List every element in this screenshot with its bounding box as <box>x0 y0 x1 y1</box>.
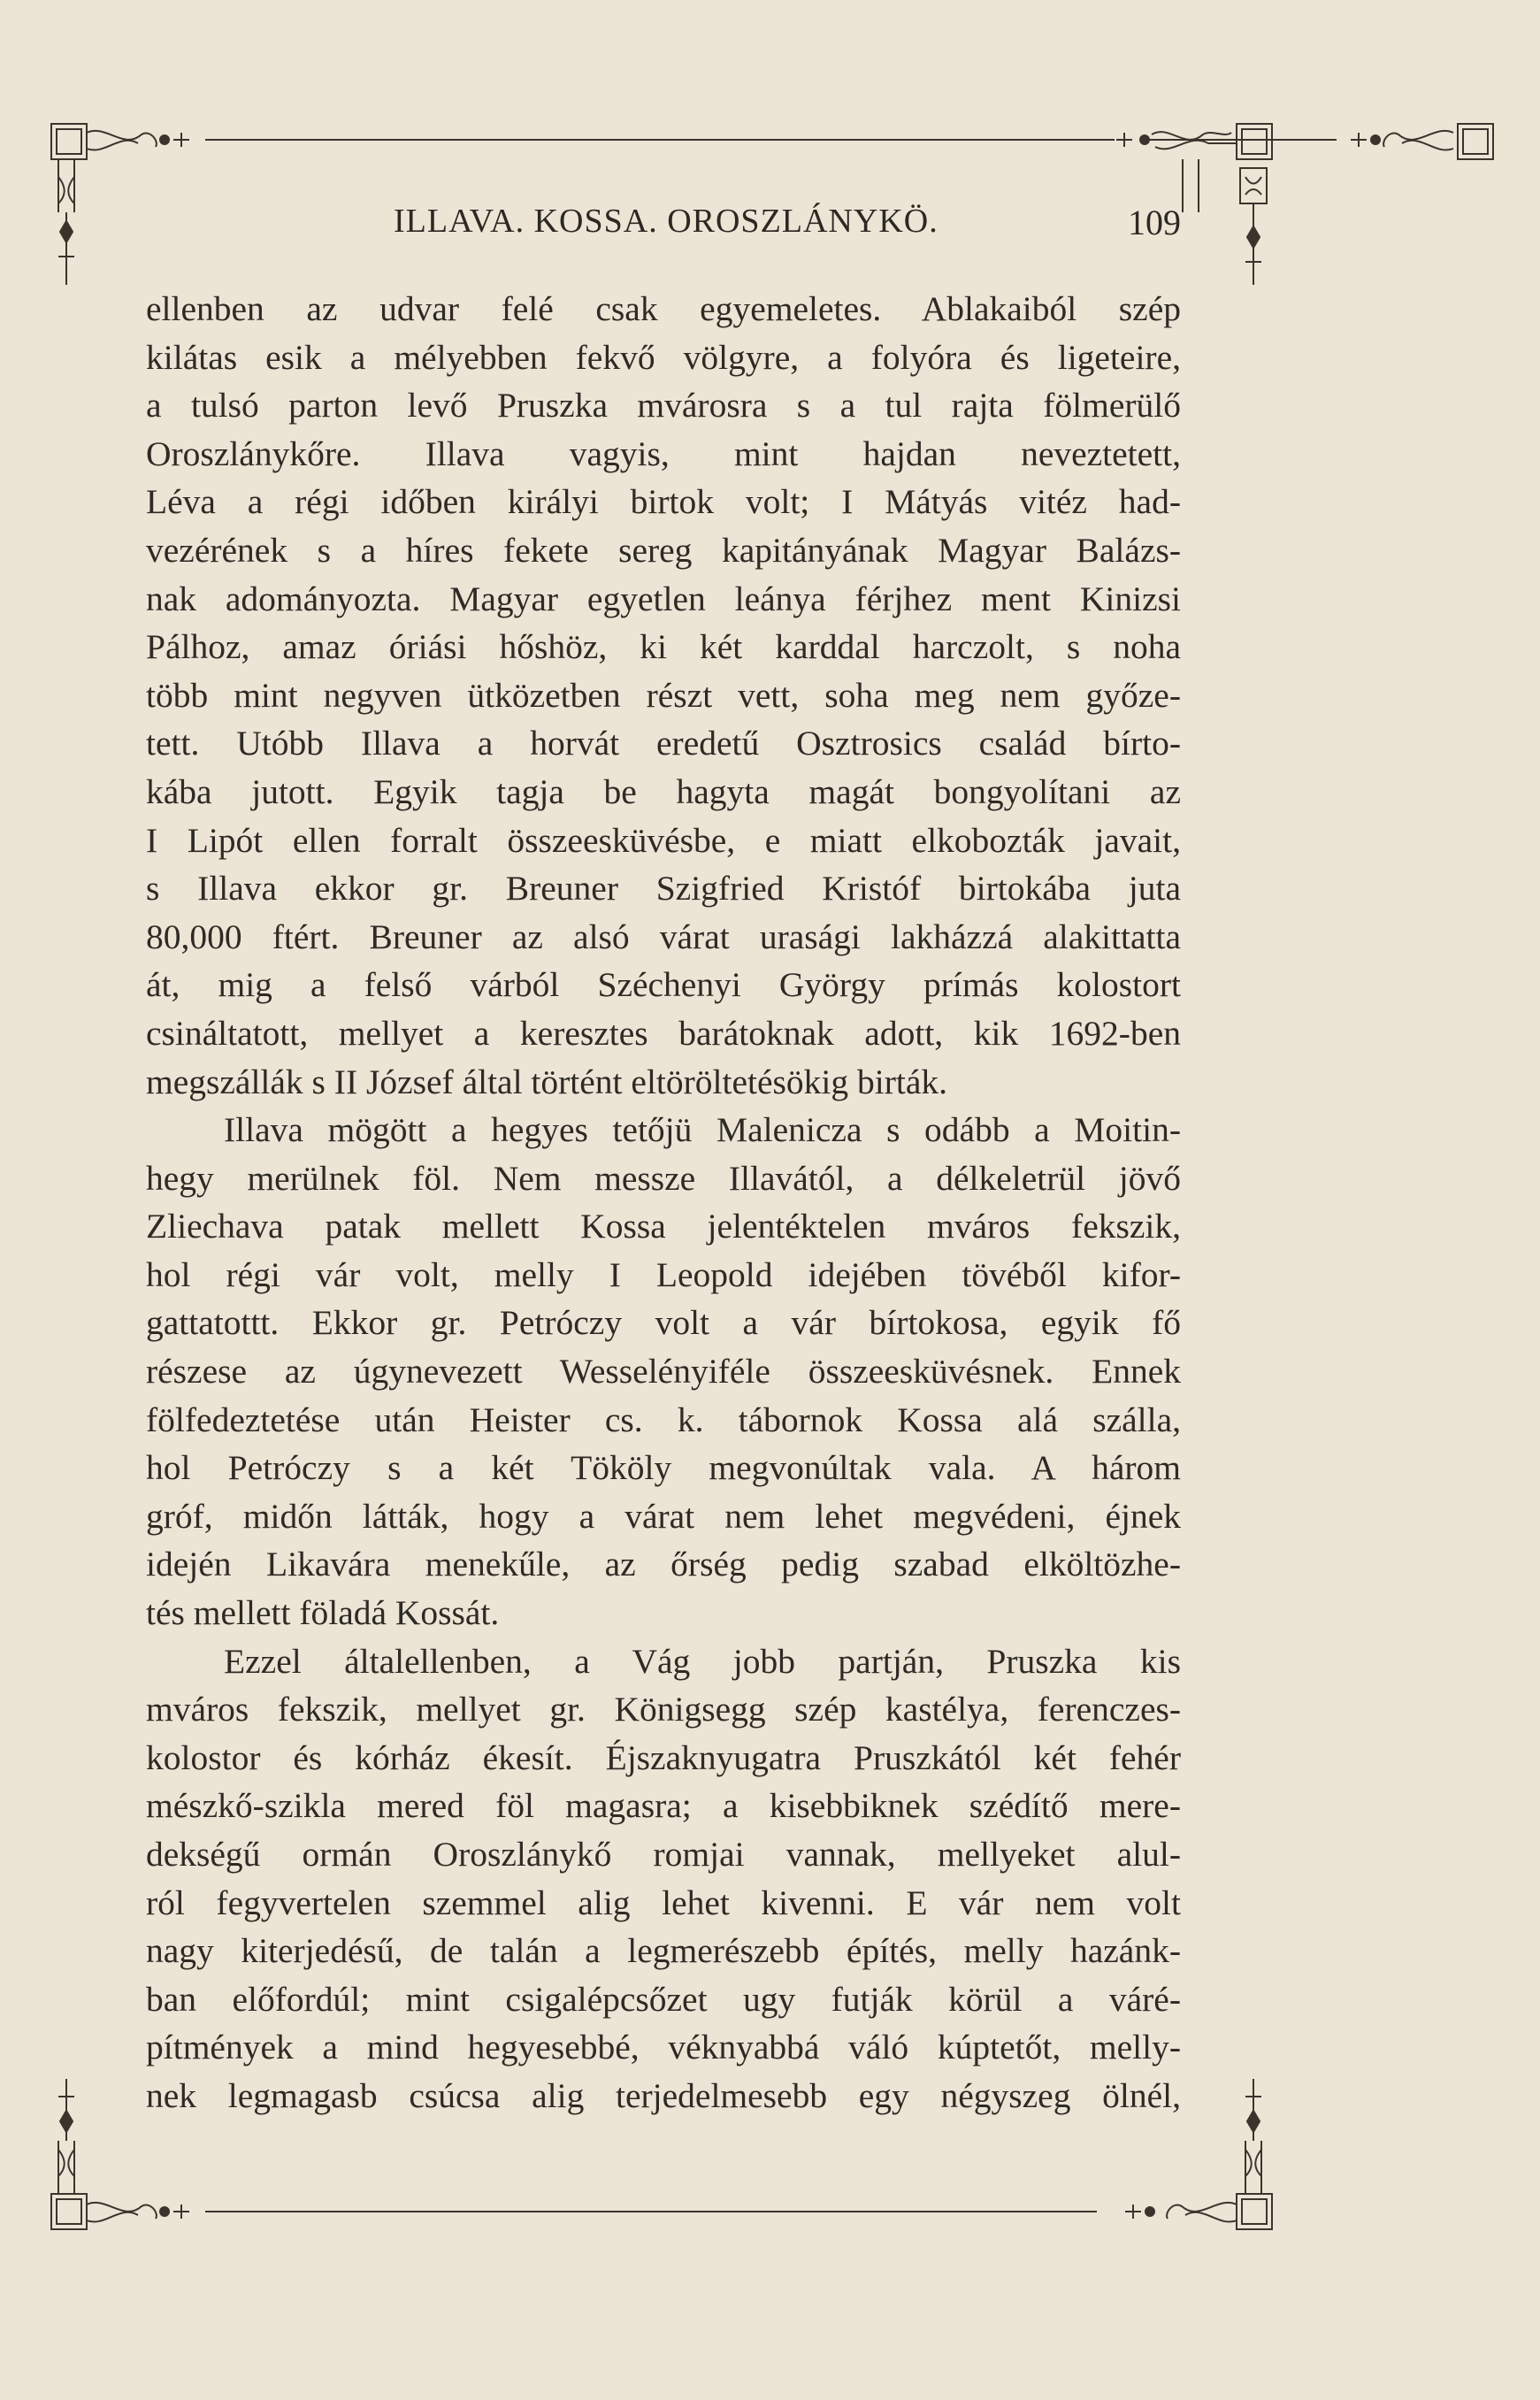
text-line: hol Petróczy s a két Tököly megvonúltak vala. A három <box>146 1448 1181 1488</box>
text-line: Zliechava patak mellett Kossa jelentéktelen mváros fekszik, <box>146 1207 1181 1246</box>
text-line: idején Likavára menekűle, az őrség pedig szabad elköltözhe- <box>146 1545 1181 1584</box>
text-line: dekségű ormán Oroszlánykő romjai vannak, mellyeket alul- <box>146 1835 1181 1874</box>
text-line: fölfedeztetése után Heister cs. k. tábornok Kossa alá szálla, <box>146 1399 1181 1439</box>
text-line: Léva a régi időben királyi birtok volt; I Mátyás vitéz had- <box>146 482 1181 522</box>
page-header-title: ILLAVA. KOSSA. OROSZLÁNYKÖ. <box>394 203 939 240</box>
text-line: 80,000 ftért. Breuner az alsó várat urasági lakházzá alakittatta <box>146 916 1181 956</box>
text-line: kolostor és kórház ékesít. Éjszaknyugatra Pruszkától két fehér <box>146 1737 1181 1777</box>
text-line: vezérének s a híres fekete sereg kapitányának Magyar Balázs- <box>146 530 1181 570</box>
text-line: részese az úgynevezett Wesselényiféle összeesküvésnek. Ennek <box>146 1352 1181 1392</box>
text-line: Pálhoz, amaz óriási hőshöz, ki két karddal harczolt, s noha <box>146 627 1181 667</box>
text-line: csináltatott, mellyet a keresztes barátoknak adott, kik 1692-ben <box>146 1013 1181 1053</box>
text-line: I Lipót ellen forralt összeesküvésbe, e miatt elkobozták javait, <box>146 820 1181 860</box>
text-line: gróf, midőn látták, hogy a várat nem lehet megvédeni, éjnek <box>146 1496 1181 1536</box>
text-line: nak adományozta. Magyar egyetlen leánya férjhez ment Kinizsi <box>146 579 1181 618</box>
page-number: 109 <box>1128 203 1181 242</box>
text-line: Illava mögött a hegyes tetőjü Malenicza s odább a Moitin- <box>224 1110 1181 1150</box>
text-line: nek legmagasb csúcsa alig terjedelmesebb egy négyszeg ölnél, <box>146 2075 1181 2115</box>
text-line: több mint negyven ütközetben részt vett, soha meg nem győze- <box>146 675 1181 715</box>
running-head <box>146 202 1181 255</box>
text-line: mészkő-szikla mered föl magasra; a kisebbiknek szédítő mere- <box>146 1786 1181 1826</box>
text-line: ról fegyvertelen szemmel alig lehet kivenni. E vár nem volt <box>146 1882 1181 1922</box>
body-text <box>146 285 1181 2120</box>
corner-ornament-top-right-icon <box>1142 124 1493 212</box>
text-line: gattatottt. Ekkor gr. Petróczy volt a vár bírtokosa, egyik fő <box>146 1303 1181 1343</box>
text-line: a tulsó parton levő Pruszka mvárosra s a tul rajta fölmerülő <box>146 386 1181 426</box>
side-ornament-right-top-icon <box>1240 168 1267 285</box>
paragraph-3 <box>146 1637 1181 2120</box>
text-line: nagy kiterjedésű, de talán a legmerészebb építés, melly hazánk- <box>146 1931 1181 1971</box>
paragraph-2 <box>146 1106 1181 1637</box>
text-line: s Illava ekkor gr. Breuner Szigfried Kristóf birtokába juta <box>146 869 1181 909</box>
text-line: hol régi vár volt, melly I Leopold idejében tövéből kifor- <box>146 1254 1181 1294</box>
text-line: tett. Utóbb Illava a horvát eredetű Osztrosics család bírto- <box>146 724 1181 763</box>
text-line: kilátas esik a mélyebben fekvő völgyre, a folyóra és ligeteire, <box>146 337 1181 377</box>
text-line: tés mellett föladá Kossát. <box>146 1593 500 1633</box>
text-line: Oroszlánykőre. Illava vagyis, mint hajdan neveztetett, <box>146 433 1181 473</box>
header-rule-ornament-right-icon <box>1116 124 1272 159</box>
text-line: kába jutott. Egyik tagja be hagyta magát bongyolítani az <box>146 771 1181 811</box>
text-line: pítmények a mind hegyesebbé, véknyabbá váló kúptetőt, melly- <box>146 2028 1181 2067</box>
text-line: mváros fekszik, mellyet gr. Königsegg szép kastélya, ferenczes- <box>146 1690 1181 1729</box>
text-line: megszállák s II József által történt eltöröltetésökig birták. <box>146 1062 948 1101</box>
text-line: hegy merülnek föl. Nem messze Illavától, a délkeletrül jövő <box>146 1158 1181 1198</box>
text-line: Ezzel általellenben, a Vág jobb partján, Pruszka kis <box>224 1641 1181 1681</box>
paragraph-1 <box>146 285 1181 1106</box>
text-line: ban előfordúl; mint csigalépcsőzet ugy futják körül a váré- <box>146 1979 1181 2019</box>
text-line: át, mig a felső várból Széchenyi György prímás kolostort <box>146 965 1181 1005</box>
text-line: ellenben az udvar felé csak egyemeletes. Ablakaiból szép <box>146 289 1181 328</box>
